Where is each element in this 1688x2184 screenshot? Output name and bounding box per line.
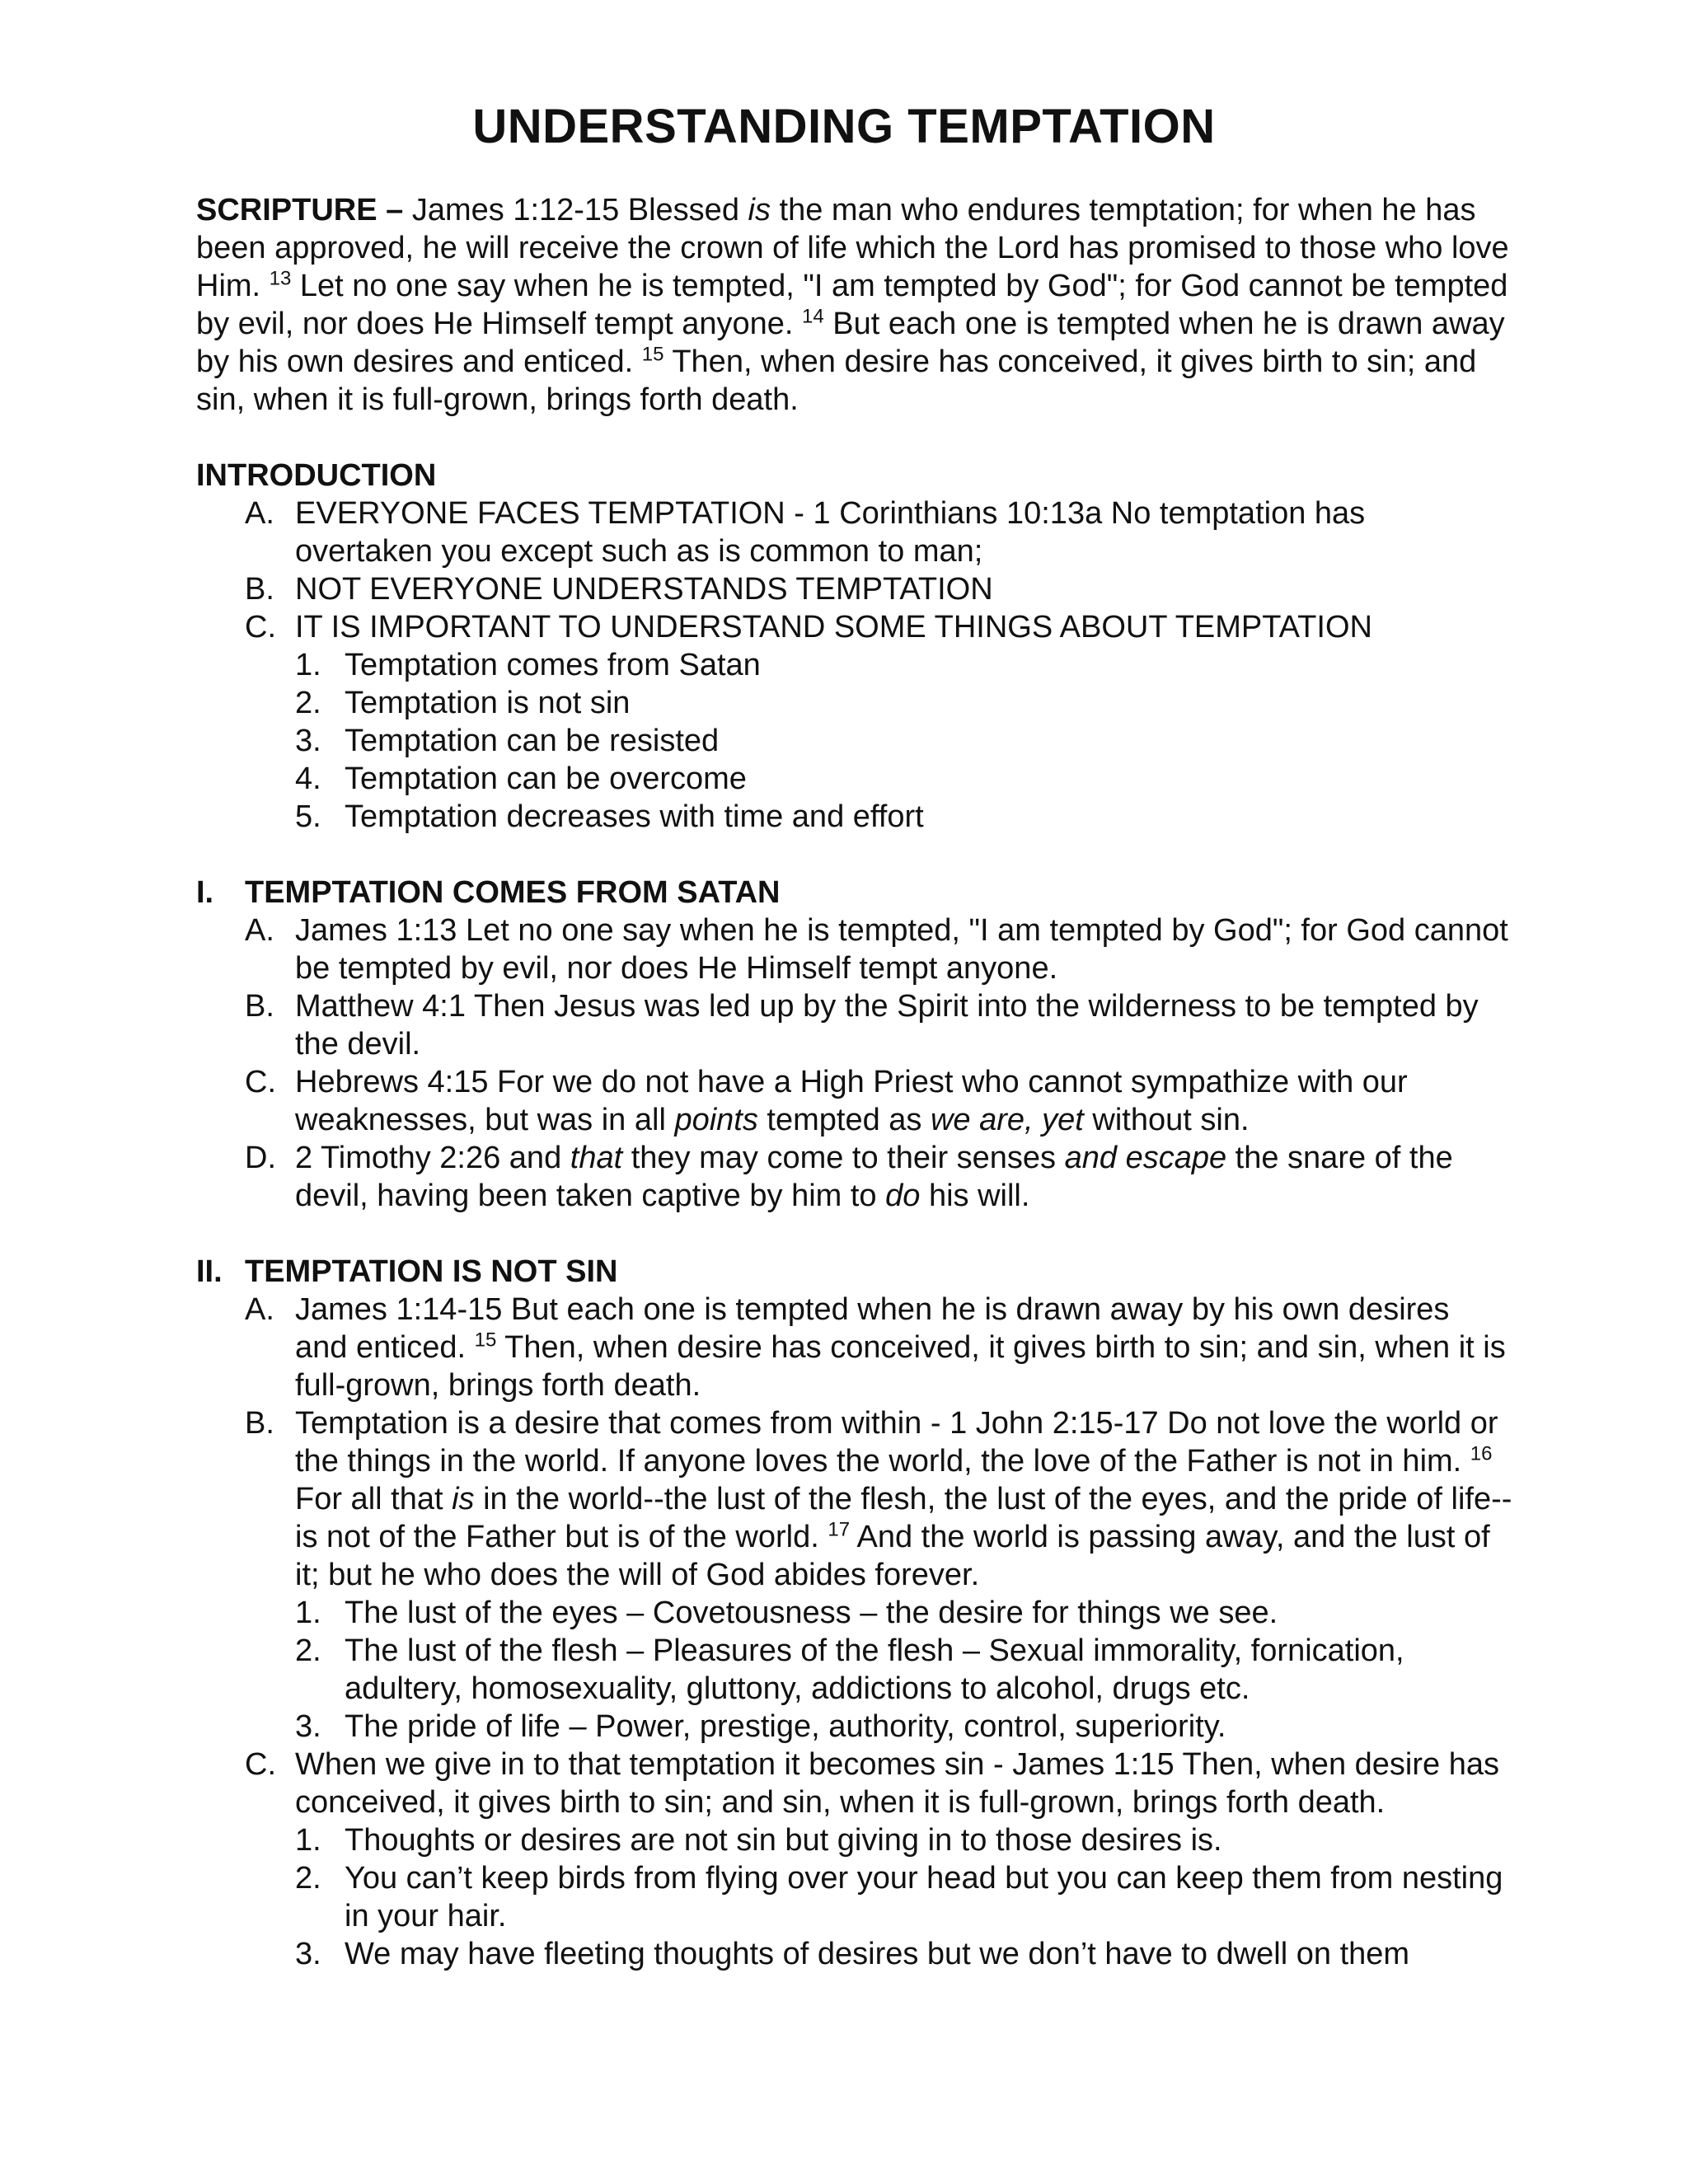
sub-list-item-continuation: adultery, homosexuality, gluttony, addictions to alcohol, drugs etc.: [345, 1671, 1250, 1706]
section-number: I.: [196, 875, 214, 910]
scripture-line-3: Him. $^{13}$ Let no one say when he is tempted, "I am tempted by God"; for God cannot be tempted: [196, 267, 1508, 303]
section-heading: TEMPTATION IS NOT SIN: [245, 1254, 618, 1289]
sub-list-item: You can’t keep birds from flying over your head but you can keep them from nesting: [345, 1861, 1503, 1896]
scripture-label: SCRIPTURE –: [196, 193, 404, 227]
sub-list-item: Temptation decreases with time and effort: [345, 799, 924, 834]
sub-list-marker: 3.: [295, 1937, 321, 1971]
list-item: Hebrews 4:15 For we do not have a High Priest who cannot sympathize with our: [295, 1065, 1408, 1099]
sub-list-marker: 2.: [295, 686, 321, 720]
section-heading: TEMPTATION COMES FROM SATAN: [245, 875, 781, 910]
verse-number: 15: [641, 343, 664, 366]
list-item-continuation: the things in the world. If anyone loves the world, the love of the Father is not in him. $^{16}$: [295, 1442, 1493, 1479]
list-item-continuation: the devil.: [295, 1027, 421, 1062]
list-item: EVERYONE FACES TEMPTATION - 1 Corinthians 10:13a No temptation has: [295, 496, 1366, 531]
sub-list-item: The lust of the eyes – Covetousness – the desire for things we see.: [345, 1596, 1278, 1630]
sub-list-marker: 5.: [295, 799, 321, 834]
sub-list-marker: 1.: [295, 1596, 321, 1630]
list-marker: C.: [245, 1747, 276, 1782]
sub-list-item: Temptation comes from Satan: [345, 648, 761, 682]
sub-list-marker: 1.: [295, 1823, 321, 1858]
verse-number: 15: [474, 1329, 497, 1352]
scripture-line-5: by his own desires and enticed. $^{15}$ Then, when desire has conceived, it gives birth to sin; and: [196, 343, 1477, 379]
list-item-continuation: is not of the Father but is of the world. $^{17}$ And the world is passing away, and the lust of: [295, 1518, 1490, 1554]
list-marker: B.: [245, 989, 274, 1024]
list-item: James 1:13 Let no one say when he is tempted, "I am tempted by God"; for God cannot: [295, 913, 1508, 948]
introduction-heading: INTRODUCTION: [196, 458, 437, 493]
list-item-continuation: overtaken you except such as is common to man;: [295, 534, 983, 569]
sub-list-marker: 1.: [295, 648, 321, 682]
list-marker: A.: [245, 496, 274, 531]
list-marker: C.: [245, 610, 276, 644]
sub-list-item: The pride of life – Power, prestige, authority, control, superiority.: [345, 1709, 1226, 1744]
list-marker: B.: [245, 572, 274, 607]
verse-number: 17: [828, 1518, 851, 1541]
list-item-continuation: conceived, it gives birth to sin; and sin, when it is full-grown, brings forth death.: [295, 1785, 1386, 1820]
list-marker: C.: [245, 1065, 276, 1099]
sub-list-item: The lust of the flesh – Pleasures of the flesh – Sexual immorality, fornication,: [345, 1633, 1404, 1668]
sub-list-marker: 3.: [295, 1709, 321, 1744]
sub-list-item: Temptation can be resisted: [345, 724, 720, 758]
list-item: Matthew 4:1 Then Jesus was led up by the Spirit into the wilderness to be tempted by: [295, 989, 1479, 1024]
list-item: Temptation is a desire that comes from within - 1 John 2:15-17 Do not love the world or: [295, 1406, 1498, 1441]
section-number: II.: [196, 1254, 223, 1289]
list-marker: D.: [245, 1141, 276, 1175]
sub-list-marker: 3.: [295, 724, 321, 758]
verse-number: 16: [1470, 1442, 1493, 1465]
sub-list-item: Temptation can be overcome: [345, 762, 747, 796]
sub-list-marker: 4.: [295, 762, 321, 796]
sub-list-item: Thoughts or desires are not sin but giving in to those desires is.: [345, 1823, 1222, 1858]
scripture-line-4: by evil, nor does He Himself tempt anyone. $^{14}$ But each one is tempted when he is drawn away: [196, 305, 1505, 341]
verse-number: 13: [269, 267, 292, 290]
list-item-continuation: full-grown, brings forth death.: [295, 1368, 701, 1403]
verse-number: 14: [802, 305, 824, 328]
list-item-continuation: devil, having been taken captive by him to do his will.: [295, 1179, 1030, 1213]
sub-list-item-continuation: in your hair.: [345, 1899, 507, 1933]
list-item: IT IS IMPORTANT TO UNDERSTAND SOME THINGS ABOUT TEMPTATION: [295, 610, 1372, 644]
list-marker: B.: [245, 1406, 274, 1441]
scripture-line-1: SCRIPTURE – James 1:12-15 Blessed is the man who endures temptation; for when he has: [196, 193, 1476, 227]
sub-list-item: We may have fleeting thoughts of desires but we don’t have to dwell on them: [345, 1937, 1410, 1971]
list-item-continuation: For all that is in the world--the lust of the flesh, the lust of the eyes, and the pride of life--: [295, 1482, 1512, 1516]
list-item: NOT EVERYONE UNDERSTANDS TEMPTATION: [295, 572, 993, 607]
sub-list-item: Temptation is not sin: [345, 686, 631, 720]
list-item: When we give in to that temptation it becomes sin - James 1:15 Then, when desire has: [295, 1747, 1499, 1782]
list-marker: A.: [245, 1292, 274, 1327]
list-item-continuation: and enticed. $^{15}$ Then, when desire has conceived, it gives birth to sin; and sin, when it is: [295, 1329, 1506, 1365]
list-item-continuation: it; but he who does the will of God abides forever.: [295, 1558, 980, 1592]
list-item-continuation: weaknesses, but was in all points tempted as we are, yet without sin.: [295, 1103, 1250, 1137]
page-title: UNDERSTANDING TEMPTATION: [472, 100, 1216, 153]
list-item: 2 Timothy 2:26 and that they may come to their senses and escape the snare of the: [295, 1141, 1453, 1175]
sub-list-marker: 2.: [295, 1861, 321, 1896]
scripture-line-2: been approved, he will receive the crown of life which the Lord has promised to those who love: [196, 231, 1509, 265]
scripture-line-6: sin, when it is full-grown, brings forth death.: [196, 382, 799, 417]
list-item: James 1:14-15 But each one is tempted when he is drawn away by his own desires: [295, 1292, 1450, 1327]
list-marker: A.: [245, 913, 274, 948]
sub-list-marker: 2.: [295, 1633, 321, 1668]
list-item-continuation: be tempted by evil, nor does He Himself tempt anyone.: [295, 951, 1058, 986]
